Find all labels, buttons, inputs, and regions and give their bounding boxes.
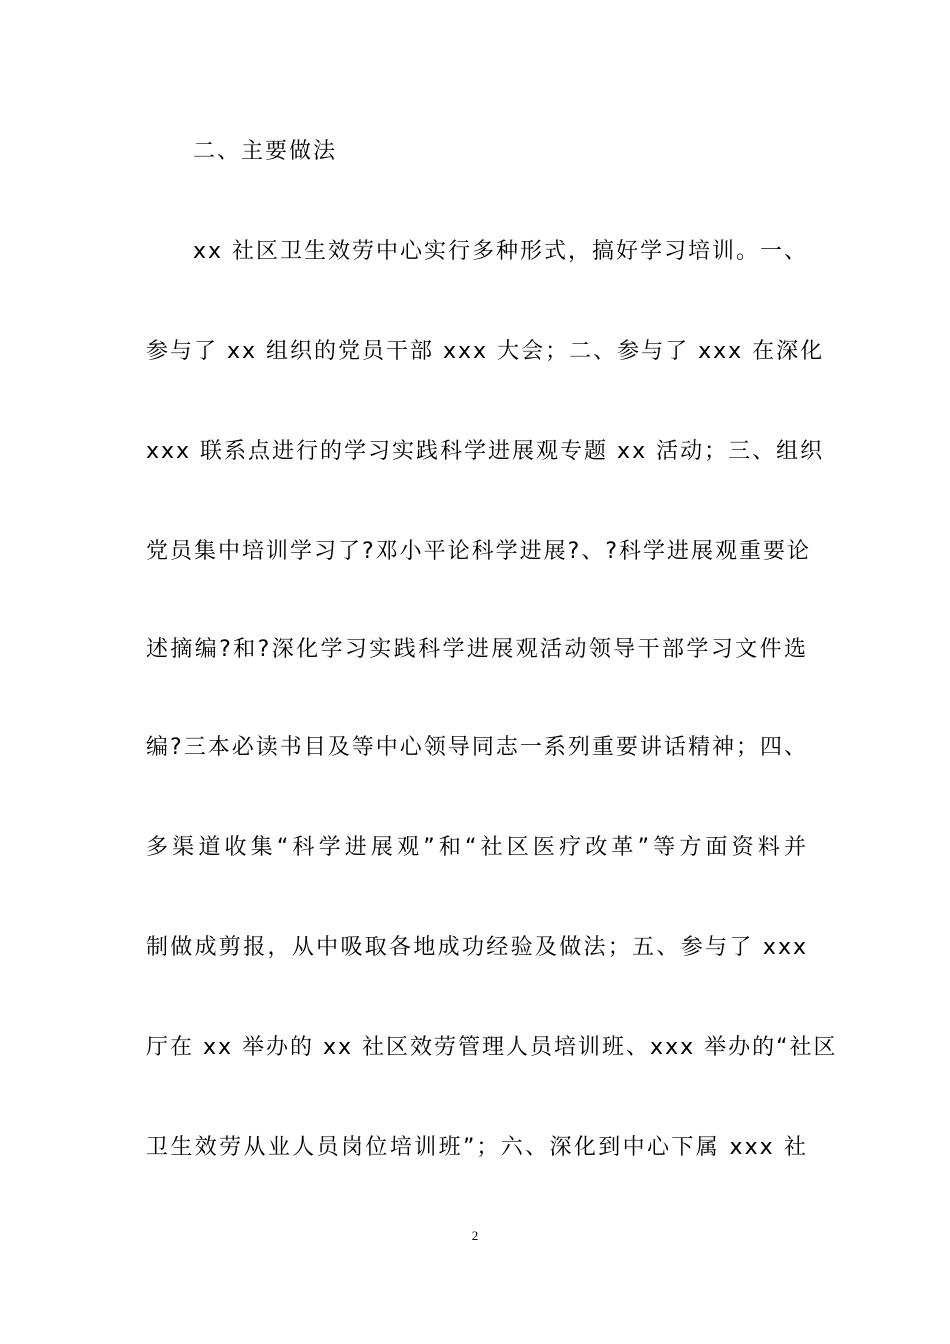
paragraph-line: 多渠道收集“科学进展观”和“社区医疗改革”等方面资料并 <box>146 835 808 860</box>
paragraph-line: 述摘编?和?深化学习实践科学进展观活动领导干部学习文件选 <box>146 637 808 662</box>
paragraph-line: 党员集中培训学习了?邓小平论科学进展?、?科学进展观重要论 <box>146 539 812 564</box>
page-number: 2 <box>471 1228 479 1243</box>
paragraph-line: 参与了 xx 组织的党员干部 xxx 大会；二、参与了 xxx 在深化 <box>146 339 825 364</box>
section-heading: 二、主要做法 <box>193 139 338 164</box>
paragraph-line: xx 社区卫生效劳中心实行多种形式，搞好学习培训。一、 <box>193 239 809 264</box>
paragraph-line: 卫生效劳从业人员岗位培训班”；六、深化到中心下属 xxx 社 <box>146 1135 808 1160</box>
paragraph-line: 编?三本必读书目及等中心领导同志一系列重要讲话精神；四、 <box>146 735 808 760</box>
paragraph-line: 厅在 xx 举办的 xx 社区效劳管理人员培训班、xxx 举办的“社区 <box>146 1035 838 1060</box>
paragraph-line: 制做成剪报，从中吸取各地成功经验及做法；五、参与了 xxx <box>146 935 808 960</box>
paragraph-line: xxx 联系点进行的学习实践科学进展观专题 xx 活动；三、组织 <box>146 439 825 464</box>
